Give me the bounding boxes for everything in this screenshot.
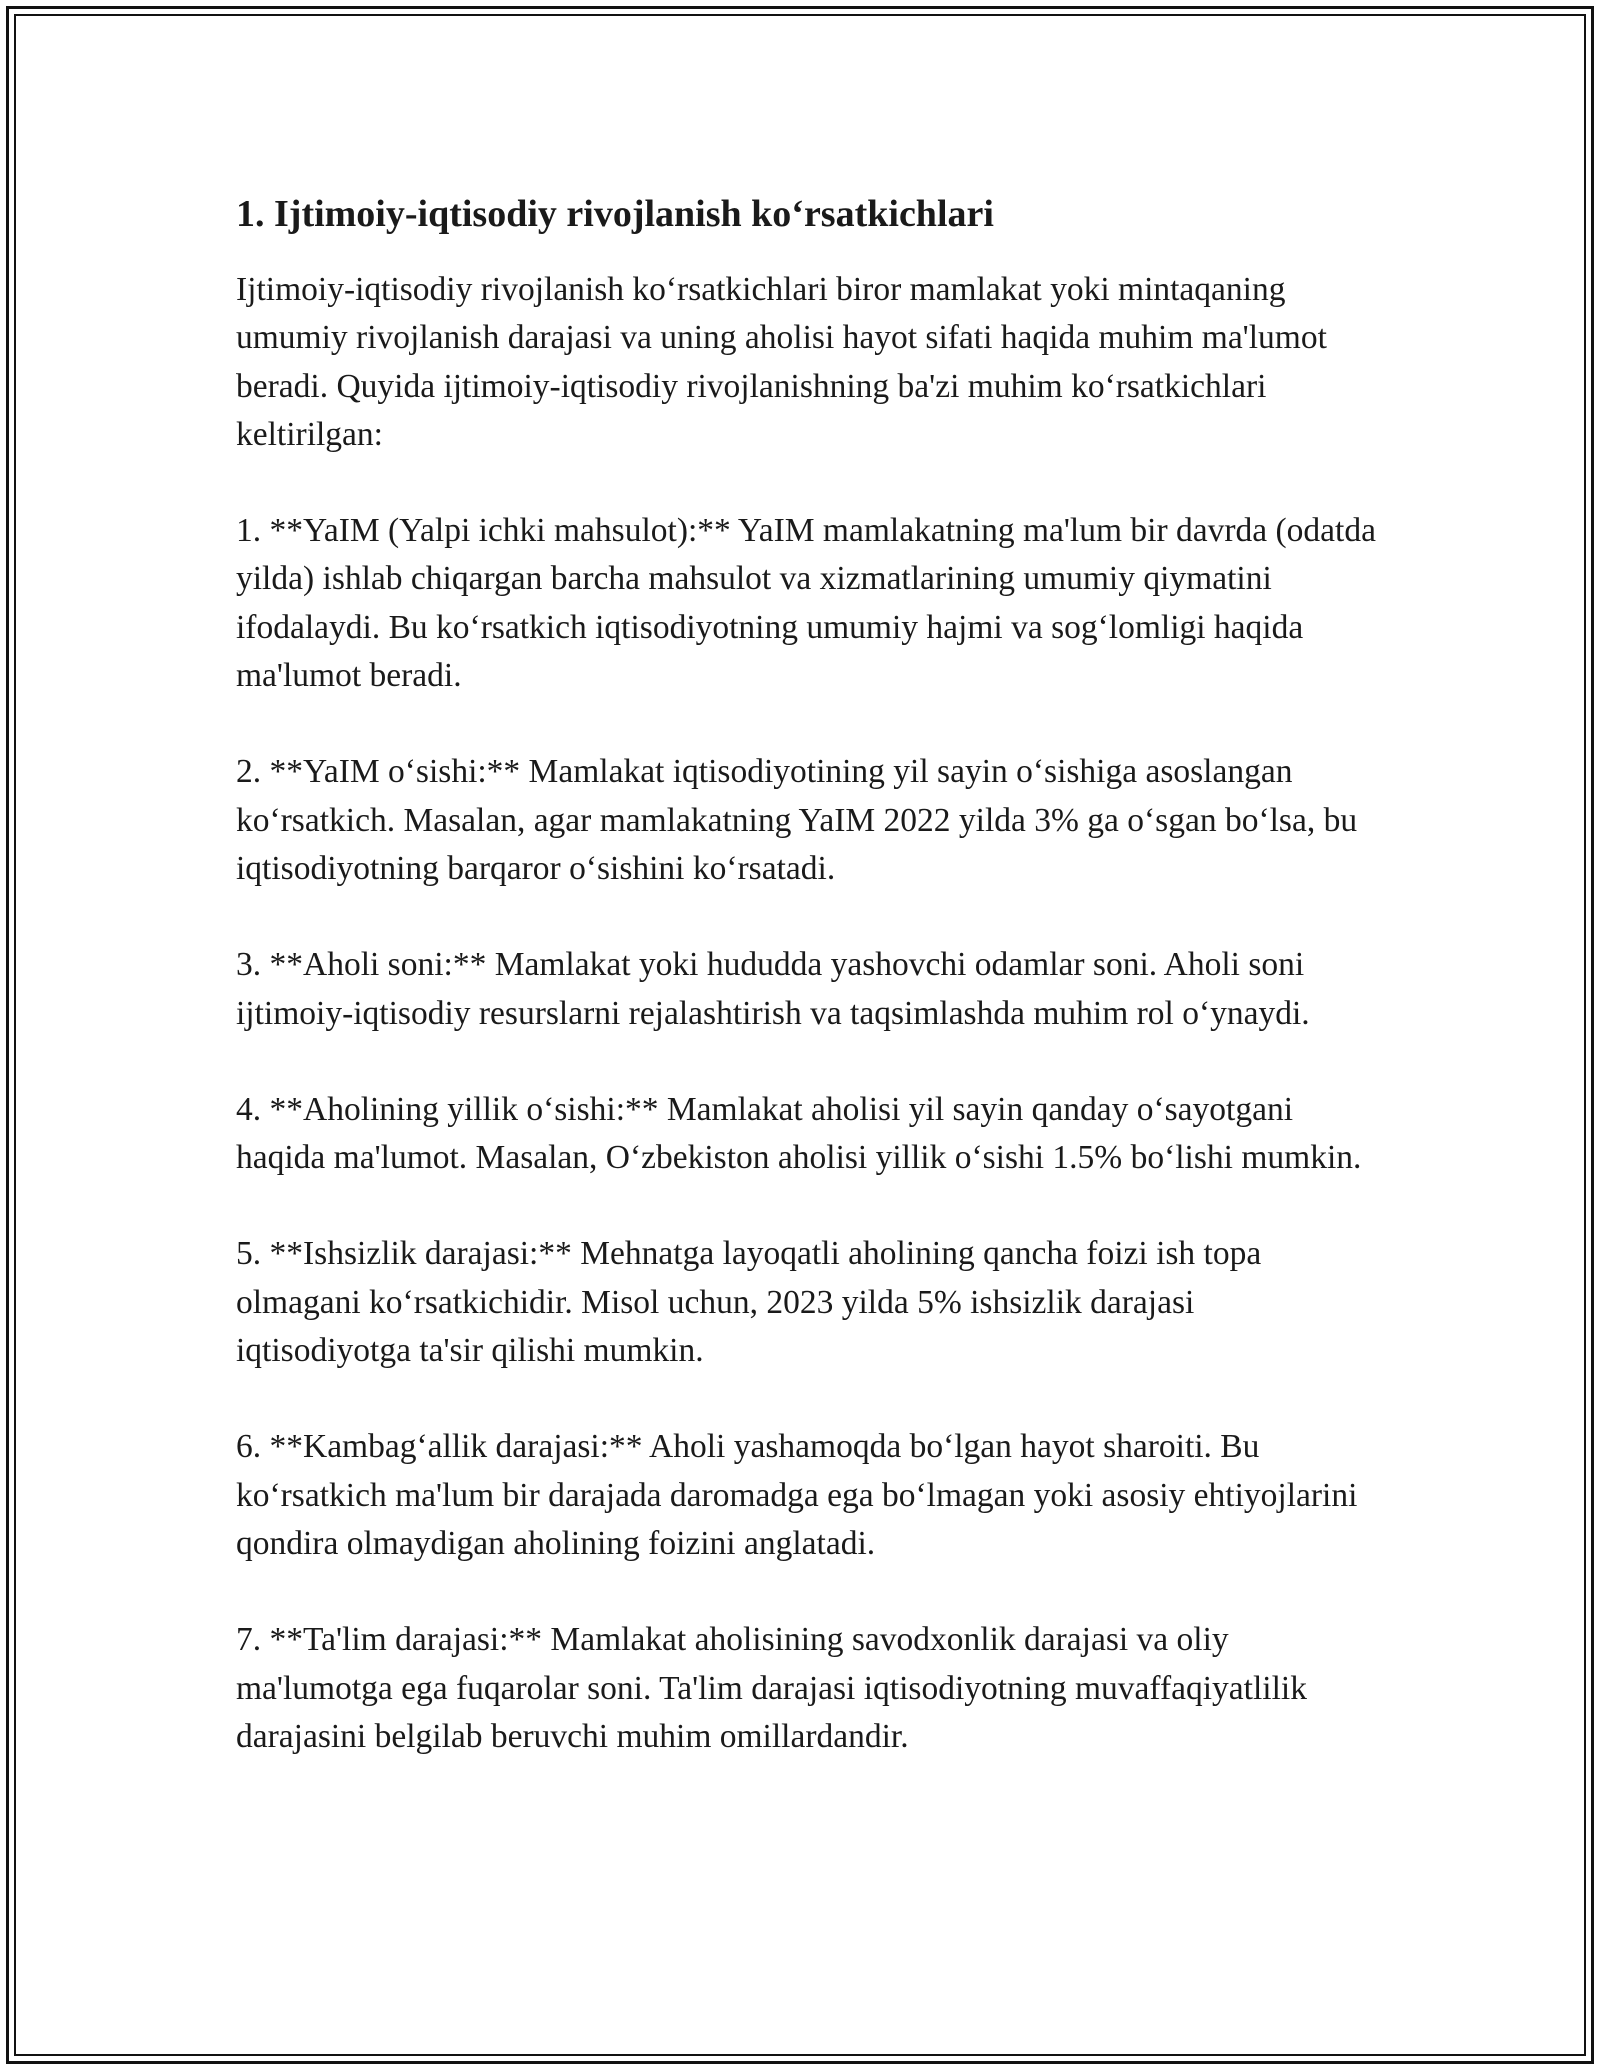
indicator-unemployment-paragraph: 5. **Ishsizlik darajasi:** Mehnatga layoqatli aholining qancha foizi ish topa olmagani koʻrsatkichidir. Misol uchun, 2023 yilda 5% ishsizlik darajasi iqtisodiyotga ta'sir qilishi mumkin. xyxy=(236,1235,1262,1370)
indicator-poverty-paragraph: 6. **Kambagʻallik darajasi:** Aholi yashamoqda boʻlgan hayot sharoiti. Bu koʻrsatkich ma'lum bir darajada daromadga ega boʻlmagan yoki asosiy ehtiyojlarini qondira olmaydigan aholining foizini anglatadi. xyxy=(236,1428,1358,1562)
document-body xyxy=(236,186,1376,1809)
indicator-gdp-paragraph: 1. **YaIM (Yalpi ichki mahsulot):** YaIM mamlakatning ma'lum bir davrda (odatda yilda) ishlab chiqargan barcha mahsulot va xizmatlarining umumiy qiymatini ifodalaydi. Bu koʻrsatkich iqtisodiyotning umumiy hajmi va sogʻlomligi haqida ma'lumot beradi. xyxy=(236,512,1376,695)
indicator-education-paragraph: 7. **Ta'lim darajasi:** Mamlakat aholisining savodxonlik darajasi va oliy ma'lumotga ega fuqarolar soni. Ta'lim darajasi iqtisodiyotning muvaffaqiyatlilik darajasini belgilab beruvchi muhim omillardandir. xyxy=(236,1621,1307,1755)
indicator-population-paragraph: 3. **Aholi soni:** Mamlakat yoki hududda yashovchi odamlar soni. Aholi soni ijtimoiy-iqtisodiy resurslarni rejalashtirish va taqsimlashda muhim rol oʻynaydi. xyxy=(236,946,1310,1032)
indicator-gdp-growth-paragraph: 2. **YaIM oʻsishi:** Mamlakat iqtisodiyotining yil sayin oʻsishiga asoslangan koʻrsatkich. Masalan, agar mamlakatning YaIM 2022 yilda 3% ga oʻsgan boʻlsa, bu iqtisodiyotning barqaror oʻsishini koʻrsatadi. xyxy=(236,753,1358,887)
indicator-population-growth-paragraph: 4. **Aholining yillik oʻsishi:** Mamlakat aholisi yil sayin qanday oʻsayotgani haqida ma'lumot. Masalan, Oʻzbekiston aholisi yillik oʻsishi 1.5% boʻlishi mumkin. xyxy=(236,1090,1362,1177)
section-heading: 1. Ijtimoiy-iqtisodiy rivojlanish koʻrsatkichlari xyxy=(236,193,994,235)
intro-paragraph: Ijtimoiy-iqtisodiy rivojlanish koʻrsatkichlari biror mamlakat yoki mintaqaning umumiy rivojlanish darajasi va uning aholisi hayot sifati haqida muhim ma'lumot beradi. Quyida ijtimoiy-iqtisodiy rivojlanishning ba'zi muhim koʻrsatkichlari keltirilgan: xyxy=(236,271,1327,453)
